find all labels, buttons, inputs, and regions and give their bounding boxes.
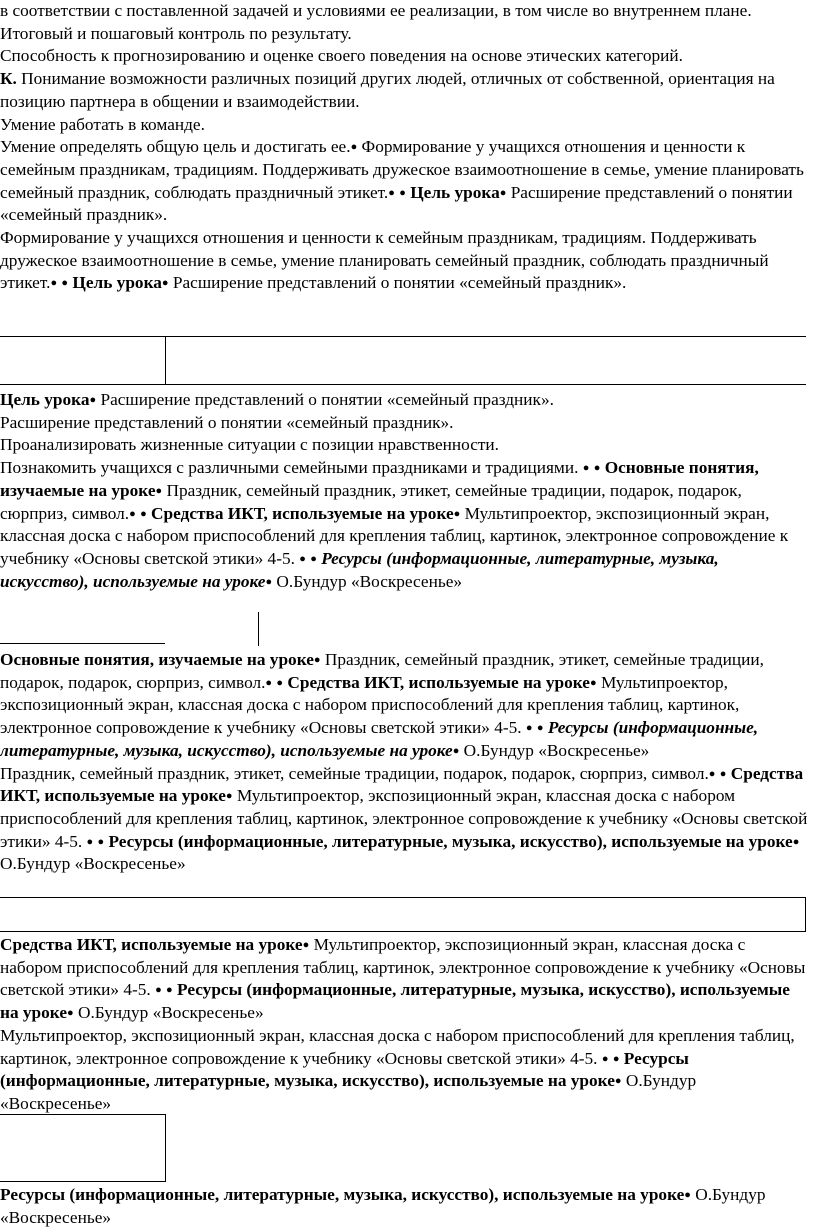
bullet-icon: ● <box>302 939 310 951</box>
bullet-icon: ● <box>67 1007 74 1020</box>
bullet-icon: ● <box>350 141 358 154</box>
paragraph: Формирование у учащихся отношения и ценности к семейным праздникам, традициям. Поддерживать дружеское взаимоотношение в семье, умение планировать семейный праздник, соблюдать праздничный этикет.● ● Цель урока● Расширение представлений о понятии «семейный праздник». <box>0 228 769 293</box>
paragraph: Познакомить учащихся с различными семейными праздниками и традициями. ● ● Основные понятия, изучаемые на уроке● Праздник, семейный праздник, этикет, семейные традиции, подарок, подарок, сюрприз, символ.● ● Средства ИКТ, используемые на уроке● Мультипроектор, экспозиционный экран, классная доска с набором приспособлений для крепления таблиц, картинок, электронное сопровождение к учебнику «Основы светской этики» 4-5. ● ● Ресурсы (информационные, литературные, музыка, искусство), используемые на уроке● О.Бундур «Воскресенье» <box>0 458 789 591</box>
table-border <box>805 897 806 932</box>
bullet-icon: ● <box>684 1189 691 1201</box>
table-border <box>0 336 806 337</box>
table-border <box>165 1114 166 1182</box>
bullet-icon: ● <box>155 984 162 997</box>
bullet-icon: ● <box>155 484 163 497</box>
bullet-icon: ● <box>589 676 597 689</box>
bullet-icon: ● <box>225 790 233 803</box>
bullet-icon: ● <box>86 835 94 848</box>
paragraph: Мультипроектор, экспозиционный экран, классная доска с набором приспособлений для крепления таблиц, картинок, электронное сопровождение к учебнику «Основы светской этики» 4-5. ● ● Ресурсы (информационные, литературные, музыка, искусство), используемые на уроке● О.Бундур «Воскресенье» <box>0 1025 795 1113</box>
bullet-icon: ● <box>299 552 306 565</box>
bullet-icon: ● <box>97 835 105 848</box>
bullet-icon: ● <box>313 654 321 666</box>
bullet-icon: ● <box>399 186 406 199</box>
paragraph: Ресурсы (информационные, литературные, музыка, искусство), используемые на уроке● О.Бундур «Воскресенье» <box>0 1185 766 1227</box>
bullet-icon: ● <box>265 575 273 588</box>
section-resources <box>0 1184 810 1229</box>
section-goal <box>0 389 810 593</box>
bullet-icon: ● <box>453 507 461 520</box>
bullet-icon: ● <box>276 676 284 689</box>
paragraph: К. Понимание возможности различных позиций других людей, отличных от собственной, ориентация на позицию партнера в общении и взаимодействии. <box>0 69 775 111</box>
table-border <box>0 643 165 644</box>
bullet-icon: ● <box>708 767 716 780</box>
bullet-icon: ● <box>792 835 800 848</box>
paragraph: Способность к прогнозированию и оценке своего поведения на основе этических категорий. <box>0 46 683 66</box>
paragraph: Проанализировать жизненные ситуации с позиции нравственности. <box>0 435 500 455</box>
bullet-icon: ● <box>161 277 169 290</box>
section-ikt <box>0 934 810 1116</box>
bullet-icon: ● <box>310 552 317 565</box>
table-border <box>0 897 806 898</box>
paragraph: Праздник, семейный праздник, этикет, семейные традиции, подарок, подарок, сюрприз, символ.● ● Средства ИКТ, используемые на уроке● Мультипроектор, экспозиционный экран, классная доска с набором приспособлений для крепления таблиц, картинок, электронное сопровождение к учебнику «Основы светской этики» 4-5. ● ● Ресурсы (информационные, литературные, музыка, искусство), используемые на уроке● О.Бундур «Воскресенье» <box>0 763 808 874</box>
paragraph: Расширение представлений о понятии «семейный праздник». <box>0 412 454 432</box>
bullet-icon: ● <box>525 722 533 735</box>
paragraph: Итоговый и пошаговый контроль по результату. <box>0 23 352 43</box>
bullet-icon: ● <box>593 462 601 475</box>
bullet-icon: ● <box>719 767 727 780</box>
paragraph: Средства ИКТ, используемые на уроке● Мультипроектор, экспозиционный экран, классная доска с набором приспособлений для крепления таблиц, картинок, электронное сопровождение к учебнику «Основы светской этики» 4-5. ● ● Ресурсы (информационные, литературные, музыка, искусство), используемые на уроке● О.Бундур «Воскресенье» <box>0 935 806 1023</box>
paragraph: Умение определять общую цель и достигать ее.● Формирование у учащихся отношения и ценности к семейным праздникам, традициям. Поддерживать дружеское взаимоотношение в семье, умение планировать семейный праздник, соблюдать праздничный этикет.● ● Цель урока● Расширение представлений о понятии «семейный праздник». <box>0 137 804 225</box>
table-border <box>0 1114 165 1115</box>
table-border <box>0 931 806 932</box>
bullet-icon: ● <box>499 186 507 199</box>
bullet-icon: ● <box>614 1075 622 1088</box>
bullet-icon: ● <box>61 277 69 290</box>
bullet-icon: ● <box>265 676 273 689</box>
paragraph: Основные понятия, изучаемые на уроке● Праздник, семейный праздник, этикет, семейные традиции, подарок, подарок, сюрприз, символ.● ● Средства ИКТ, используемые на уроке● Мультипроектор, экспозиционный экран, классная доска с набором приспособлений для крепления таблиц, картинок, электронное сопровождение к учебнику «Основы светской этики» 4-5. ● ● Ресурсы (информационные, литературные, музыка, искусство), используемые на уроке● О.Бундур «Воскресенье» <box>0 650 764 760</box>
paragraph: Цель урока● Расширение представлений о понятии «семейный праздник». <box>0 390 554 409</box>
bullet-icon: ● <box>50 277 58 290</box>
bullet-icon: ● <box>388 186 395 199</box>
paragraph: Умение работать в команде. <box>0 114 205 134</box>
table-border <box>165 336 166 384</box>
table-border <box>258 612 259 646</box>
bullet-icon: ● <box>582 462 590 475</box>
bullet-icon: ● <box>166 984 173 997</box>
section-concepts <box>0 649 810 876</box>
paragraph: в соответствии с поставленной задачей и условиями ее реализации, в том числе во внутреннем плане. <box>0 1 752 20</box>
bullet-icon: ● <box>536 722 544 735</box>
table-border <box>0 1181 166 1182</box>
table-border <box>0 384 806 385</box>
bullet-icon: ● <box>129 507 136 520</box>
section-objectives <box>0 0 810 295</box>
bullet-icon: ● <box>89 394 97 406</box>
bullet-icon: ● <box>140 507 147 520</box>
bullet-icon: ● <box>601 1052 609 1065</box>
bullet-icon: ● <box>612 1052 620 1065</box>
bullet-icon: ● <box>452 744 460 757</box>
